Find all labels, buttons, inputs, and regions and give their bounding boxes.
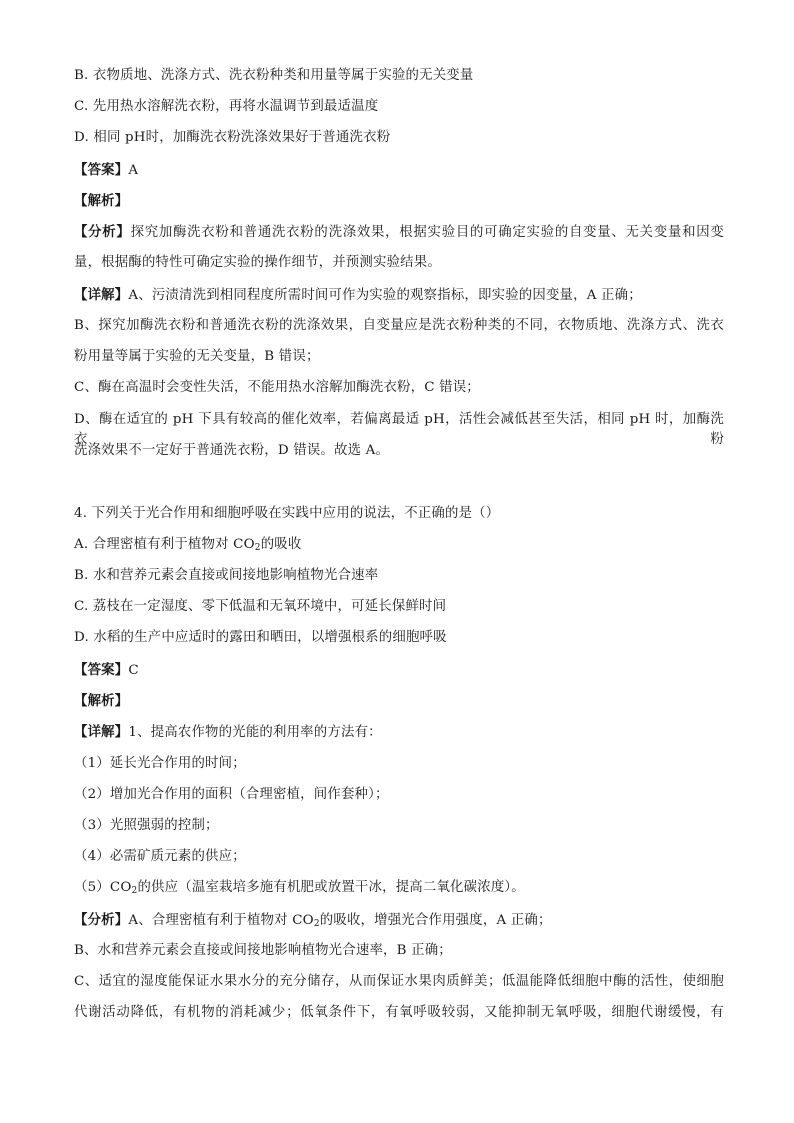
q4-option-a: [74, 535, 724, 555]
q4-item-2: （2）增加光合作用的面积（合理密植，间作套种）；: [74, 787, 389, 802]
q3-detail-d-line-2: 洗涤效果不一定好于普通洗衣粉，D 错误。故选 A。: [74, 443, 390, 458]
q4-item-5: [74, 878, 724, 898]
q4-stem: 4. 下列关于光合作用和细胞呼吸在实践中应用的说法，不正确的是（）: [74, 506, 500, 521]
q4-fenxi-a: [74, 910, 724, 931]
detail-tag: 【详解】: [74, 724, 129, 740]
q4-answer-line: [74, 660, 724, 681]
q3-option-c: C. 先用热水溶解洗衣粉，再将水温调节到最适温度: [74, 99, 379, 114]
q3-fenxi-line-2: 量，根据酶的特性可确定实验的操作细节，并预测实验结果。: [74, 255, 441, 270]
fenxi-a-text: A、合理密植有利于植物对 CO: [128, 913, 314, 928]
q4-option-d: D. 水稻的生产中应适时的露田和晒田，以增强根系的细胞呼吸: [74, 630, 447, 645]
option-a-text-end: 的吸收: [260, 537, 302, 552]
q4-item-4: （4）必需矿质元素的供应；: [74, 849, 246, 864]
q3-detail-d-line-1: D、酶在适宜的 pH 下具有较高的催化效率，若偏离最适 pH，活性会减低甚至失活，相同 pH 时，加酶洗衣粉: [74, 412, 724, 447]
subscript: 2: [131, 886, 138, 896]
q4-option-b: B. 水和营养元素会直接或间接地影响植物光合速率: [74, 568, 379, 583]
answer-tag: 【答案】: [74, 662, 129, 678]
q4-fenxi-c-line-2: 代谢活动降低，有机物的消耗减少；低氧条件下，有氧呼吸较弱，又能抑制无氧呼吸，细胞代谢缓慢，有: [74, 1005, 724, 1020]
detail-tag: 【详解】: [74, 287, 129, 303]
q4-analysis-heading: [74, 691, 724, 712]
q3-fenxi-line-1: [74, 222, 724, 243]
q4-fenxi-b: B、水和营养元素会直接或间接地影响植物光合速率，B 正确；: [74, 943, 452, 958]
q4-detail-intro: [74, 722, 724, 743]
q3-option-b: B. 衣物质地、洗涤方式、洗衣粉种类和用量等属于实验的无关变量: [74, 68, 474, 83]
detail-text: 1、提高农作物的光能的利用率的方法有：: [128, 725, 382, 740]
q4-fenxi-c-line-1: C、适宜的湿度能保证水果水分的充分储存，从而保证水果肉质鲜美；低温能降低细胞中酶的活性，使细胞: [74, 974, 724, 989]
q4-option-c: C. 荔枝在一定湿度、零下低温和无氧环境中，可延长保鲜时间: [74, 599, 447, 614]
q3-answer-line: [74, 160, 724, 181]
q3-option-d: D. 相同 pH时，加酶洗衣粉洗涤效果好于普通洗衣粉: [74, 130, 391, 145]
q4-item-3: （3）光照强弱的控制；: [74, 818, 219, 833]
analysis-tag: 【解析】: [74, 193, 129, 209]
analysis-tag: 【解析】: [74, 693, 129, 709]
q3-detail-a: [74, 285, 724, 306]
answer-value: A: [128, 163, 139, 178]
fenxi-tag: 【分析】: [74, 912, 129, 928]
option-a-text: A. 合理密植有利于植物对 CO: [74, 537, 255, 552]
fenxi-text: 探究加酶洗衣粉和普通洗衣粉的洗涤效果，根据实验目的可确定实验的自变量、无关变量和因变: [130, 225, 724, 240]
answer-tag: 【答案】: [74, 162, 129, 178]
subscript: 2: [313, 919, 320, 929]
q3-detail-b-line-1: B、探究加酶洗衣粉和普通洗衣粉的洗涤效果，自变量应是洗衣粉种类的不同，衣物质地、洗涤方式、洗衣: [74, 318, 724, 333]
item-5-text: （5）CO: [74, 880, 132, 895]
q3-detail-c: C、酶在高温时会变性失活，不能用热水溶解加酶洗衣粉，C 错误；: [74, 380, 480, 395]
q3-analysis-heading: [74, 191, 724, 212]
item-5-text-end: 的供应（温室栽培多施有机肥或放置干冰，提高二氧化碳浓度）。: [137, 880, 525, 895]
detail-text: A、污渍清洗到相同程度所需时间可作为实验的观察指标，即实验的因变量，A 正确；: [128, 288, 642, 303]
q4-item-1: （1）延长光合作用的时间；: [74, 756, 246, 771]
answer-value: C: [128, 663, 139, 678]
fenxi-a-text-end: 的吸收，增强光合作用强度，A 正确；: [319, 913, 552, 928]
subscript: 2: [254, 543, 261, 553]
fenxi-tag: 【分析】: [74, 224, 131, 240]
q3-detail-b-line-2: 粉用量等属于实验的无关变量，B 错误；: [74, 349, 320, 364]
